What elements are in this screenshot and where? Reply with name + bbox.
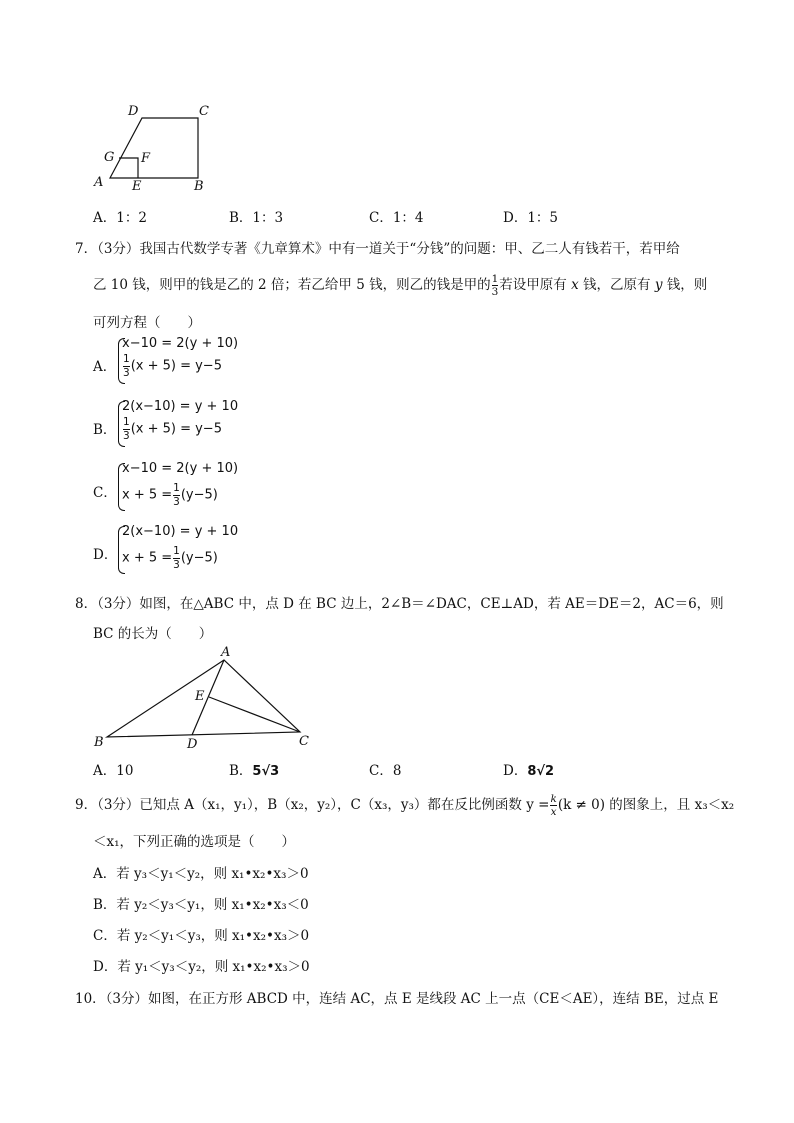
q8-option-b-label: B． (229, 763, 253, 779)
q8-option-d-value: 8√2 (527, 764, 555, 779)
q7-frac-num: 1 (491, 272, 499, 285)
q9-line1-a: 9．（3分）已知点 A（x₁，y₁），B（x₂，y₂），C（x₃，y₃）都在反比例函数 y = (75, 797, 550, 813)
q9-option-c: C．若 y₂＜y₁＜y₃，则 x₁•x₂•x₃＞0 (93, 928, 310, 944)
frac-num: 1 (123, 353, 130, 365)
q6-figure (88, 98, 218, 194)
q7-a-frac (123, 354, 130, 378)
q9-option-b: B．若 y₂＜y₃＜y₁，则 x₁•x₂•x₃＜0 (93, 897, 309, 913)
q9-frac-den: x (550, 806, 557, 818)
label-E: E (132, 179, 142, 194)
label-A: A (94, 175, 104, 190)
label-C: C (199, 104, 209, 119)
q8-option-a: A．10 (93, 763, 134, 779)
q7-fraction-one-third (492, 274, 499, 298)
q7-option-d-system (118, 524, 278, 576)
frac-den: 3 (173, 558, 180, 571)
frac-den: 3 (123, 429, 130, 442)
fig8-label-E: E (195, 689, 205, 704)
q7-a-eq2: (x + 5) = y−5 (130, 358, 222, 374)
q8-option-d (503, 759, 554, 779)
q7-c-eq1: x−10 = 2(y + 10) (122, 461, 239, 476)
q7-b-eq2: (x + 5) = y−5 (130, 421, 222, 437)
q7-d-eq1: 2(x−10) = y + 10 (122, 524, 239, 539)
q7-line2 (93, 273, 707, 298)
q7-d-frac (173, 546, 180, 570)
segment-ce (209, 697, 300, 732)
q9-line1 (75, 793, 734, 818)
q6-option-c: C．1：4 (369, 210, 424, 226)
fig8-label-A: A (221, 645, 231, 660)
q7-option-c-system (118, 461, 278, 513)
q7-line2-b: 若设甲原有 (499, 277, 572, 293)
frac-num: 1 (123, 416, 130, 428)
trapezoid-abcd (110, 118, 198, 178)
fig8-label-B: B (94, 735, 104, 750)
q8-option-d-label: D． (503, 763, 528, 779)
q7-line3: 可列方程（ ） (93, 315, 201, 331)
q9-frac-num: k (550, 792, 557, 805)
q7-c-eq2a: x + 5 = (122, 487, 173, 503)
q7-option-b-system (118, 399, 278, 449)
frac-num: 1 (173, 545, 180, 557)
q7-line2-c: 钱，乙原有 (578, 277, 655, 293)
q6-option-d: D．1：5 (503, 210, 559, 226)
fig8-label-D: D (187, 737, 198, 752)
label-B: B (194, 179, 204, 194)
q7-option-a-label: A． (93, 359, 117, 375)
q7-line1: 7．（3分）我国古代数学专著《九章算术》中有一道关于“分钱”的问题：甲、乙二人有钱若干，若甲给 (75, 241, 680, 257)
q8-line2: BC 的长为（ ） (93, 626, 213, 642)
q7-c-frac (173, 483, 180, 507)
q7-a-eq1: x−10 = 2(y + 10) (122, 336, 239, 351)
q7-c-eq2b: (y−5) (180, 487, 218, 503)
q7-frac-den: 3 (491, 286, 499, 298)
q7-d-eq2a: x + 5 = (122, 550, 173, 566)
label-G: G (104, 150, 115, 165)
q7-option-c-label: C． (93, 485, 117, 501)
q7-d-eq2b: (y−5) (180, 550, 218, 566)
q8-option-c: C．8 (369, 763, 402, 779)
q7-b-frac (123, 417, 130, 441)
q9-line2: ＜x₁，下列正确的选项是（ ） (93, 834, 296, 850)
q7-var-x: x (571, 277, 579, 293)
q7-option-b-label: B． (93, 422, 117, 438)
frac-num: 1 (173, 482, 180, 494)
q8-option-b (229, 759, 279, 779)
q6-option-b: B．1：3 (229, 210, 284, 226)
q7-option-a-system (118, 336, 278, 386)
q9-option-d: D．若 y₁＜y₃＜y₂，则 x₁•x₂•x₃＞0 (93, 959, 310, 975)
q10-line1: 10．（3分）如图，在正方形 ABCD 中，连结 AC，点 E 是线段 AC 上一点（CE＜AE），连结 BE，过点 E (75, 991, 719, 1007)
q7-b-eq1: 2(x−10) = y + 10 (122, 399, 239, 414)
label-F: F (141, 151, 151, 166)
frac-den: 3 (173, 495, 180, 508)
q7-line2-a: 乙 10 钱，则甲的钱是乙的 2 倍；若乙给甲 5 钱，则乙的钱是甲的 (93, 277, 491, 293)
q7-option-d-label: D． (93, 547, 118, 563)
q8-figure (88, 642, 318, 752)
q7-line2-d: 钱，则 (662, 277, 708, 293)
q9-fraction-k-over-x (550, 794, 556, 818)
label-D: D (128, 104, 139, 119)
frac-den: 3 (123, 366, 130, 379)
square-gef (119, 158, 138, 178)
q8-option-b-value: 5√3 (252, 764, 280, 779)
q9-option-a: A．若 y₃＜y₁＜y₂，则 x₁•x₂•x₃＞0 (93, 866, 309, 882)
q7-var-y: y (654, 277, 663, 293)
fig8-label-C: C (299, 734, 309, 749)
q8-line1: 8．（3分）如图，在△ABC 中，点 D 在 BC 边上，2∠B＝∠DAC，CE⊥AD，若 AE＝DE＝2，AC＝6，则 (75, 596, 724, 612)
q6-option-a: A．1：2 (93, 210, 147, 226)
q9-line1-b: (k ≠ 0) 的图象上，且 x₃＜x₂ (557, 797, 735, 813)
